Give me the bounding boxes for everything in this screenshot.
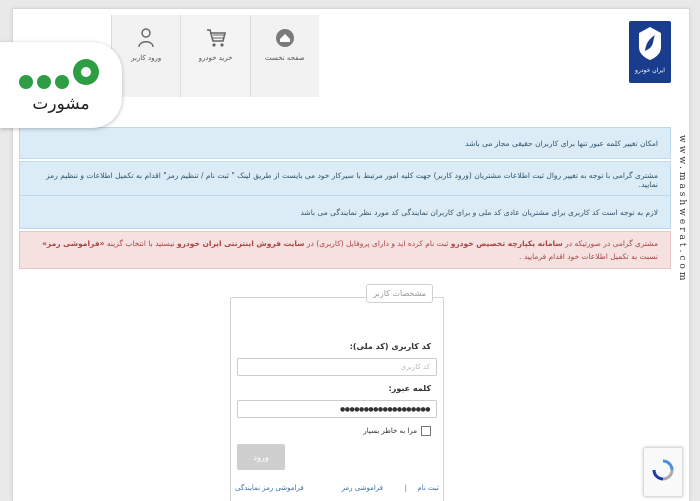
danger-text-bold: سامانه یکپارچه تخصیص خودرو (450, 239, 563, 248)
watermark-logo-text: مشورت (32, 94, 90, 114)
agent-forgot-password-link[interactable]: فراموشی رمز نمایندگی (235, 484, 304, 492)
danger-text-bold: سایت فروش اینترنتی ایران خودرو (176, 239, 305, 248)
login-links (231, 484, 443, 496)
recaptcha-badge[interactable] (643, 447, 683, 497)
nav-home[interactable] (250, 15, 319, 97)
info-alert-text: لازم به توجه است کد کاربری برای مشتریان عادی کد ملی و برای کاربران نمایندگی کد مورد نظر نمایندگی می باشد (300, 207, 658, 217)
brand-logo-text: ایران خودرو (635, 67, 665, 74)
info-alert-text: مشتری گرامی با توجه به تغییر روال ثبت اطلاعات مشتریان (ورود کاربر) جهت کلیه امور مرتبط با سیرکار خود می بایست از طریق لینک " ثبت نام / تنظیم رمز" اقدام به تکمیل اطلاعات و تنظیم رمز نمایید. (46, 171, 658, 189)
remember-me[interactable] (363, 426, 431, 436)
info-alert-2 (19, 161, 671, 199)
login-button[interactable]: ورود (237, 444, 285, 470)
username-input[interactable]: کد کاربری (237, 358, 437, 376)
brand-logo[interactable] (629, 21, 671, 83)
home-icon (275, 23, 295, 53)
watermark-logo-icon (18, 56, 104, 96)
remember-checkbox[interactable] (421, 426, 431, 436)
side-watermark: www.mashwerat.com (677, 134, 687, 284)
login-legend: مشخصات کاربر (366, 284, 433, 303)
danger-text-part: مشتری گرامی در صورتیکه در (562, 239, 658, 248)
watermark-logo (0, 42, 122, 128)
password-input[interactable]: ●●●●●●●●●●●●●●●●●●● (237, 400, 437, 418)
info-alert-1 (19, 127, 671, 159)
danger-text-part: ثبت نام کرده اید و دارای پروفایل (کاربری) در (304, 239, 451, 248)
danger-text-part: نیستید با انتخاب گزینه (104, 239, 177, 248)
danger-alert (19, 231, 671, 269)
nav-buy-car-label: خرید خودرو (198, 54, 233, 62)
username-label: کد کاربری (کد ملی): (349, 342, 431, 351)
user-icon (137, 23, 155, 53)
danger-text-part: نسبت به تکمیل اطلاعات خود اقدام فرمایید . (519, 252, 658, 261)
login-panel (230, 289, 444, 501)
main-nav (111, 15, 319, 97)
danger-text-bold: «فراموشی رمز» (42, 239, 105, 248)
horse-emblem-icon (637, 25, 663, 65)
info-alert-3 (19, 195, 671, 229)
recaptcha-icon (652, 459, 674, 485)
forgot-password-link[interactable]: فراموشی رمز (341, 484, 383, 492)
nav-home-label: صفحه نخست (265, 54, 305, 62)
cart-icon (205, 23, 227, 53)
info-alert-text: امکان تغییر کلمه عبور تنها برای کاربران حقیقی مجاز می باشد (465, 138, 658, 148)
remember-label: مرا به خاطر بسپار (363, 427, 417, 435)
danger-alert-text (32, 237, 658, 263)
signup-link[interactable]: ثبت نام (417, 484, 439, 492)
nav-buy-car[interactable] (180, 15, 249, 97)
password-label: کلمه عبور: (388, 384, 431, 393)
nav-login-label: ورود کاربر (131, 54, 162, 62)
link-separator: | (404, 484, 407, 492)
